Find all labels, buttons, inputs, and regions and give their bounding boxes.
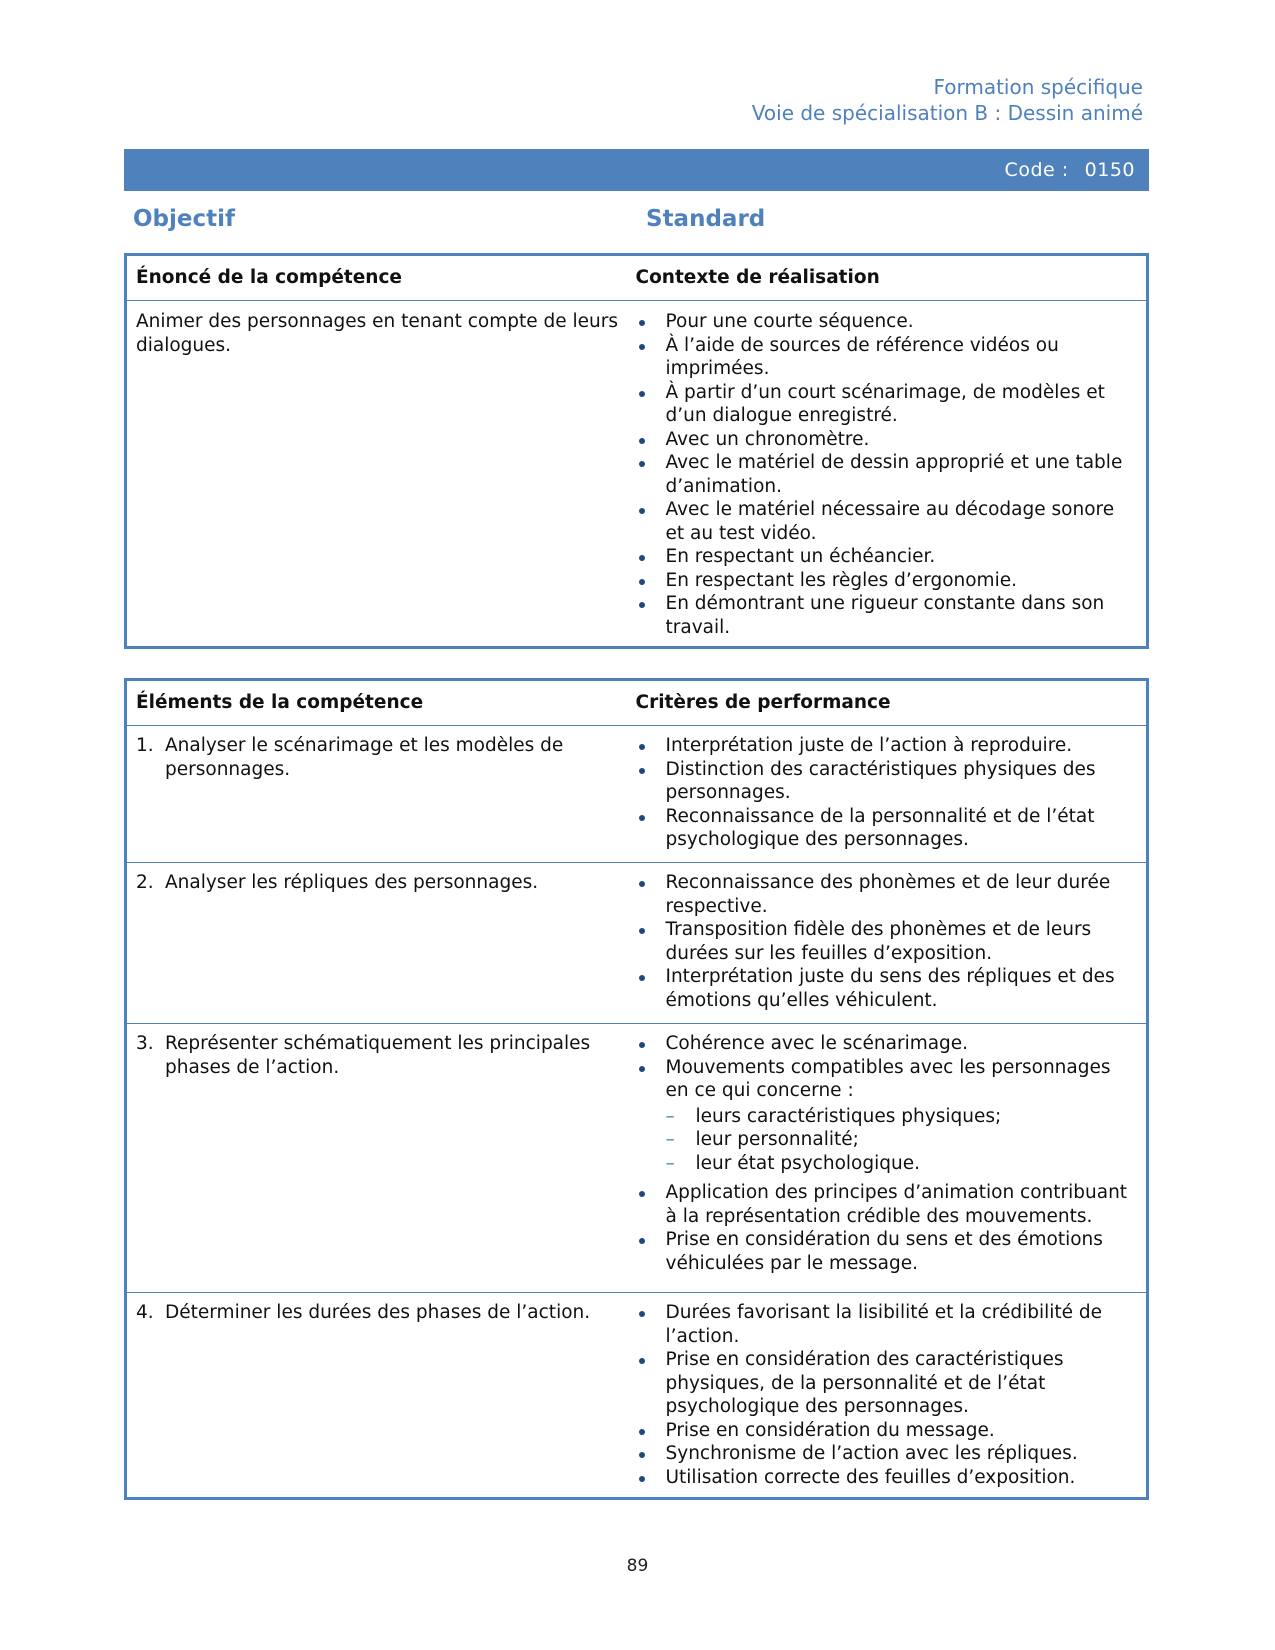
list-item: Distinction des caractéristiques physiques des personnages. xyxy=(636,758,1135,805)
bullet-icon xyxy=(639,344,645,350)
list-item: À partir d’un court scénarimage, de modèles et d’un dialogue enregistré. xyxy=(636,381,1135,428)
sub-list-item: – leur état psychologique. xyxy=(665,1152,920,1174)
bullet-icon xyxy=(639,815,645,821)
page-number: 89 xyxy=(626,1556,649,1576)
list-item: Mouvements compatibles avec les personnages en ce qui concerne : – leurs caractéristiques physiques; – leur personnalité; – leur état psychologique. xyxy=(636,1056,1135,1176)
list-item: Pour une courte séquence. xyxy=(636,310,1135,334)
document-header xyxy=(752,74,1143,126)
bullet-icon xyxy=(639,1191,645,1197)
list-item: À l’aide de sources de référence vidéos ou imprimées. xyxy=(636,334,1135,381)
section-title-objectif: Objectif xyxy=(133,206,236,232)
element-item: 4. Déterminer les durées des phases de l’action. xyxy=(136,1302,591,1323)
bullet-icon xyxy=(639,1476,645,1482)
context-list xyxy=(636,310,1135,639)
dash-icon: – xyxy=(665,1129,675,1150)
code-bar xyxy=(124,149,1149,191)
bullet-icon xyxy=(639,438,645,444)
list-item: Avec un chronomètre. xyxy=(636,428,1135,452)
bullet-icon xyxy=(639,602,645,608)
dash-icon: – xyxy=(665,1152,675,1174)
section-title-standard: Standard xyxy=(646,206,766,232)
list-item: Prise en considération du sens et des émotions véhiculées par le message. xyxy=(636,1228,1135,1275)
bullet-icon xyxy=(639,555,645,561)
bullet-icon xyxy=(639,1358,645,1364)
header-line-specialisation: Voie de spécialisation B : Dessin animé xyxy=(751,101,1143,125)
criteria-list xyxy=(636,734,1135,852)
list-item: Interprétation juste de l’action à reproduire. xyxy=(636,734,1135,758)
table-row xyxy=(126,1024,1148,1293)
list-item: Interprétation juste du sens des répliques et des émotions qu’elles véhiculent. xyxy=(636,965,1135,1012)
criteria-list xyxy=(636,1301,1135,1489)
header-elements: Éléments de la compétence xyxy=(126,680,636,726)
section-titles xyxy=(124,206,1149,238)
header-criteres: Critères de performance xyxy=(636,680,1148,726)
bullet-icon xyxy=(639,1042,645,1048)
code-label: Code : xyxy=(1004,159,1069,181)
list-item: Avec le matériel nécessaire au décodage sonore et au test vidéo. xyxy=(636,498,1135,545)
criteria-list xyxy=(636,871,1135,1012)
code-value: 0150 xyxy=(1084,159,1135,181)
bullet-icon xyxy=(639,320,645,326)
bullet-icon xyxy=(639,391,645,397)
bullet-icon xyxy=(639,1452,645,1458)
table-row xyxy=(126,863,1148,1024)
bullet-icon xyxy=(639,579,645,585)
list-item: Synchronisme de l’action avec les répliques. xyxy=(636,1442,1135,1466)
bullet-icon xyxy=(639,744,645,750)
table-row xyxy=(126,726,1148,863)
dash-icon: – xyxy=(665,1105,675,1127)
list-item: En respectant un échéancier. xyxy=(636,545,1135,569)
header-enonce: Énoncé de la compétence xyxy=(126,255,636,301)
bullet-icon xyxy=(639,928,645,934)
list-item: En démontrant une rigueur constante dans son travail. xyxy=(636,592,1135,639)
competence-statement-table xyxy=(124,253,1149,649)
list-item: Reconnaissance de la personnalité et de l’état psychologique des personnages. xyxy=(636,805,1135,852)
bullet-icon xyxy=(639,881,645,887)
bullet-icon xyxy=(639,1311,645,1317)
list-item: Application des principes d’animation contribuant à la représentation crédible des mouvements. xyxy=(636,1181,1135,1228)
list-item: Utilisation correcte des feuilles d’exposition. xyxy=(636,1466,1135,1490)
list-item: Cohérence avec le scénarimage. xyxy=(636,1032,1135,1056)
sub-criteria-list xyxy=(666,1105,1135,1176)
list-item: Prise en considération du message. xyxy=(636,1419,1135,1443)
table-header-row xyxy=(126,680,1148,726)
bullet-icon xyxy=(639,461,645,467)
element-item: 2. Analyser les répliques des personnages. xyxy=(136,872,539,893)
bullet-icon xyxy=(639,1238,645,1244)
list-item: Avec le matériel de dessin approprié et une table d’animation. xyxy=(636,451,1135,498)
list-item: En respectant les règles d’ergonomie. xyxy=(636,569,1135,593)
bullet-icon xyxy=(639,768,645,774)
performance-criteria-table xyxy=(124,678,1149,1500)
bullet-icon xyxy=(639,1429,645,1435)
element-item: 1. Analyser le scénarimage et les modèles de personnages. xyxy=(136,735,564,780)
table-row xyxy=(126,1293,1148,1499)
header-line-formation: Formation spécifique xyxy=(933,75,1143,99)
bullet-icon xyxy=(639,508,645,514)
sub-list-item: – leurs caractéristiques physiques; xyxy=(665,1105,1002,1127)
bullet-icon xyxy=(639,975,645,981)
list-item: Reconnaissance des phonèmes et de leur durée respective. xyxy=(636,871,1135,918)
header-contexte: Contexte de réalisation xyxy=(636,255,1148,301)
competence-statement: Animer des personnages en tenant compte de leurs dialogues. xyxy=(136,311,618,356)
criteria-list xyxy=(636,1032,1135,1275)
sub-list-item: – leur personnalité; xyxy=(665,1129,859,1150)
list-item: Durées favorisant la lisibilité et la crédibilité de l’action. xyxy=(636,1301,1135,1348)
table-row xyxy=(126,301,1148,648)
bullet-icon xyxy=(639,1066,645,1072)
list-item: Prise en considération des caractéristiques physiques, de la personnalité et de l’état psychologique des personnages. xyxy=(636,1348,1135,1419)
element-item: 3. Représenter schématiquement les principales phases de l’action. xyxy=(136,1033,591,1078)
table-header-row xyxy=(126,255,1148,301)
list-item: Transposition fidèle des phonèmes et de leurs durées sur les feuilles d’exposition. xyxy=(636,918,1135,965)
